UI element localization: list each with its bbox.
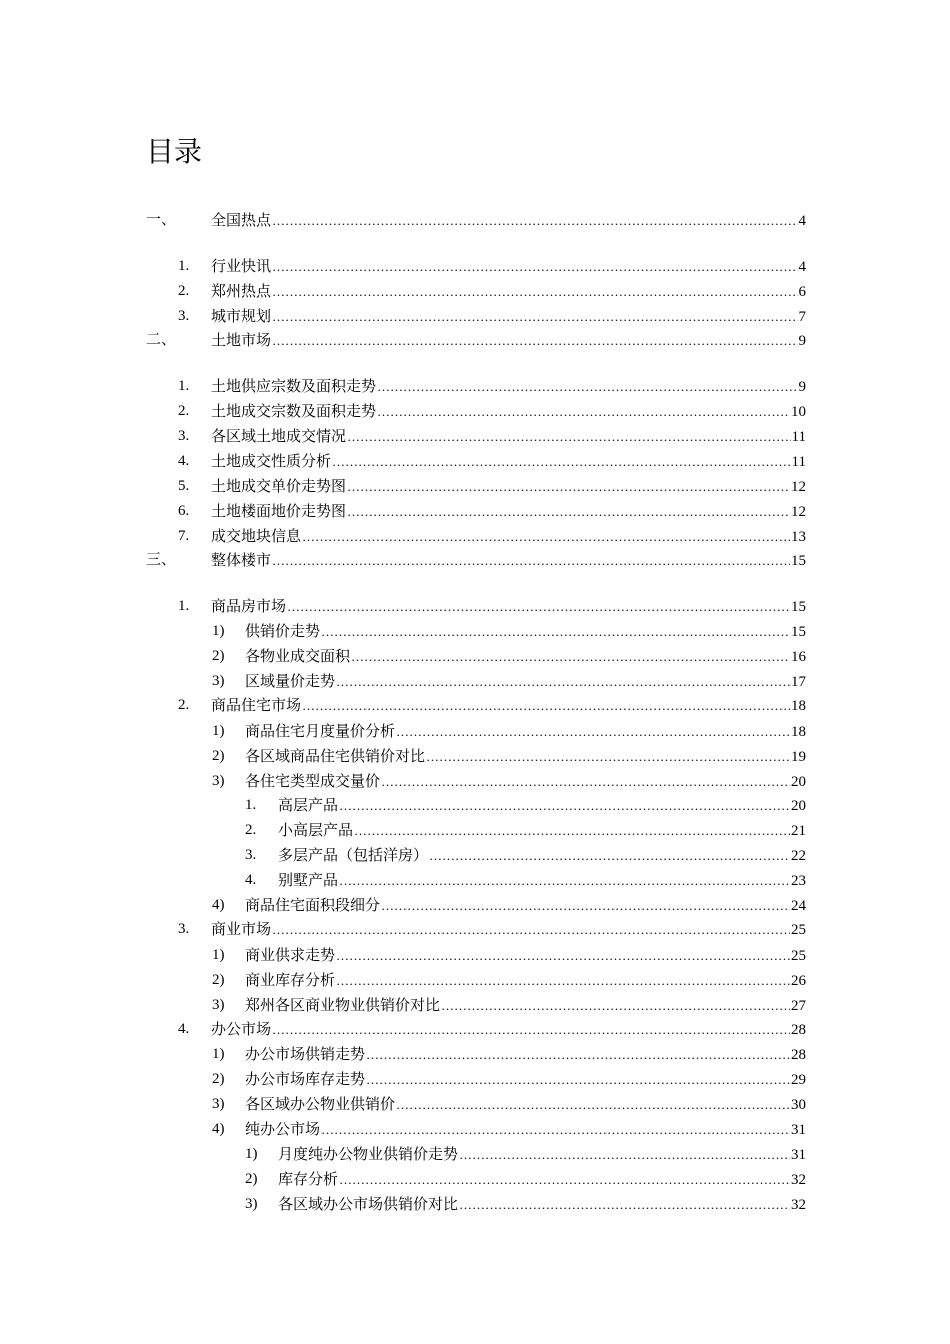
- toc-entry-number: 1): [212, 623, 225, 639]
- toc-entry-label: 办公市场库存走势: [245, 1070, 366, 1088]
- toc-entry[interactable]: [178, 525, 806, 547]
- toc-entry-number: 一、: [146, 212, 177, 228]
- toc-entry-label: 小高层产品: [278, 821, 354, 839]
- dot-leader: [272, 330, 797, 352]
- toc-entry-label: 区域量价走势: [245, 672, 336, 690]
- dot-leader: [381, 771, 790, 793]
- toc-entry-page-number: 16: [791, 649, 806, 665]
- toc-entry-label: 全国热点: [211, 211, 272, 229]
- toc-entry-page-number: 32: [791, 1172, 806, 1188]
- toc-entry-page-number: 12: [791, 479, 806, 495]
- toc-entry[interactable]: [212, 1043, 806, 1065]
- dot-leader: [351, 646, 790, 668]
- toc-entry-page-number: 22: [791, 848, 806, 864]
- toc-entry-number: 1.: [178, 598, 190, 614]
- dot-leader: [459, 1194, 790, 1216]
- toc-entry-page-number: 9: [798, 333, 806, 349]
- toc-entry-number: 3.: [245, 847, 257, 863]
- toc-entry[interactable]: [178, 255, 806, 277]
- toc-entry-page-number: 13: [791, 529, 806, 545]
- dot-leader: [302, 695, 790, 717]
- toc-entry-label: 土地成交单价走势图: [211, 477, 347, 495]
- dot-leader: [272, 281, 797, 303]
- toc-entry-page-number: 18: [791, 698, 806, 714]
- toc-entry[interactable]: [178, 280, 806, 302]
- toc-entry-number: 1.: [245, 797, 257, 813]
- toc-entry-page-number: 20: [791, 798, 806, 814]
- toc-entry[interactable]: [146, 549, 806, 571]
- dot-leader: [354, 820, 790, 842]
- toc-entry-number: 1): [212, 947, 225, 963]
- dot-leader: [381, 895, 790, 917]
- toc-entry-number: 1): [212, 1046, 225, 1062]
- toc-entry-label: 整体楼市: [211, 551, 272, 569]
- toc-entry-page-number: 23: [791, 873, 806, 889]
- toc-entry-number: 3): [212, 1096, 225, 1112]
- toc-entry[interactable]: [212, 720, 806, 742]
- toc-entry-page-number: 28: [791, 1047, 806, 1063]
- toc-entry-label: 城市规划: [211, 307, 272, 325]
- dot-leader: [429, 845, 790, 867]
- toc-entry-page-number: 27: [791, 998, 806, 1014]
- dot-leader: [272, 1019, 790, 1041]
- toc-entry-page-number: 24: [791, 898, 806, 914]
- toc-entry-number: 3): [212, 773, 225, 789]
- toc-entry-label: 多层产品（包括洋房）: [278, 846, 429, 864]
- toc-entry-number: 6.: [178, 503, 190, 519]
- toc-entry-page-number: 18: [791, 724, 806, 740]
- dot-leader: [272, 210, 797, 232]
- dot-leader: [441, 995, 790, 1017]
- toc-entry-label: 商品住宅市场: [211, 696, 302, 714]
- toc-entry-label: 别墅产品: [278, 871, 339, 889]
- toc-entry-number: 3.: [178, 428, 190, 444]
- dot-leader: [347, 476, 790, 498]
- toc-entry[interactable]: [212, 1118, 806, 1140]
- toc-entry[interactable]: [212, 670, 806, 692]
- toc-entry-page-number: 26: [791, 973, 806, 989]
- toc-entry-number: 三、: [146, 552, 177, 568]
- toc-entry-label: 供销价走势: [245, 622, 321, 640]
- toc-entry-page-number: 20: [791, 774, 806, 790]
- dot-leader: [321, 621, 790, 643]
- toc-entry-number: 3.: [178, 308, 190, 324]
- toc-entry-number: 2.: [178, 283, 190, 299]
- toc-entry[interactable]: [212, 620, 806, 642]
- toc-entry-label: 商品住宅面积段细分: [245, 896, 381, 914]
- toc-entry-label: 各住宅类型成交量价: [245, 772, 381, 790]
- toc-entry-number: 1.: [178, 378, 190, 394]
- toc-entry-number: 3): [212, 997, 225, 1013]
- toc-entry[interactable]: [178, 500, 806, 522]
- toc-entry[interactable]: [245, 1193, 806, 1215]
- toc-entry-number: 4.: [245, 872, 257, 888]
- dot-leader: [377, 376, 797, 398]
- toc-entry-label: 行业快讯: [211, 257, 272, 275]
- toc-entry-number: 2.: [178, 403, 190, 419]
- toc-entry-page-number: 17: [791, 674, 806, 690]
- toc-entry-number: 4.: [178, 453, 190, 469]
- toc-entry-number: 4): [212, 1121, 225, 1137]
- toc-entry-page-number: 31: [791, 1147, 806, 1163]
- toc-entry-page-number: 4: [798, 213, 806, 229]
- toc-entry-label: 各区域办公物业供销价: [245, 1095, 396, 1113]
- toc-entry[interactable]: [178, 450, 806, 472]
- toc-entry[interactable]: [178, 918, 806, 940]
- toc-entry-label: 办公市场: [211, 1020, 272, 1038]
- dot-leader: [321, 1119, 790, 1141]
- dot-leader: [366, 1069, 790, 1091]
- dot-leader: [459, 1144, 790, 1166]
- toc-entry[interactable]: [178, 475, 806, 497]
- toc-entry[interactable]: [245, 819, 806, 841]
- toc-entry-number: 4.: [178, 1021, 190, 1037]
- toc-entry[interactable]: [212, 994, 806, 1016]
- toc-entry-number: 1.: [178, 258, 190, 274]
- toc-entry-page-number: 11: [791, 429, 806, 445]
- toc-entry[interactable]: [178, 400, 806, 422]
- toc-entry[interactable]: [178, 694, 806, 716]
- toc-entry[interactable]: [212, 770, 806, 792]
- dot-leader: [332, 451, 791, 473]
- toc-entry[interactable]: [212, 969, 806, 991]
- toc-entry-page-number: 10: [791, 404, 806, 420]
- page-title: 目录: [146, 135, 203, 168]
- toc-entry[interactable]: [146, 329, 806, 351]
- toc-entry-label: 各物业成交面积: [245, 647, 351, 665]
- toc-entry-label: 郑州热点: [211, 282, 272, 300]
- toc-entry-page-number: 11: [791, 454, 806, 470]
- toc-entry-page-number: 15: [791, 553, 806, 569]
- toc-entry[interactable]: [178, 1018, 806, 1040]
- toc-entry-page-number: 25: [791, 948, 806, 964]
- toc-entry-number: 2): [212, 1071, 225, 1087]
- toc-entry-number: 2): [245, 1171, 258, 1187]
- dot-leader: [396, 1094, 790, 1116]
- toc-entry-number: 4): [212, 897, 225, 913]
- dot-leader: [287, 596, 790, 618]
- toc-entry-number: 2.: [245, 822, 257, 838]
- toc-entry-page-number: 6: [798, 284, 806, 300]
- toc-entry[interactable]: [178, 375, 806, 397]
- dot-leader: [396, 721, 790, 743]
- toc-entry-label: 高层产品: [278, 796, 339, 814]
- dot-leader: [426, 746, 790, 768]
- dot-leader: [377, 401, 790, 423]
- toc-entry-number: 2): [212, 748, 225, 764]
- toc-entry-number: 7.: [178, 528, 190, 544]
- toc-entry-label: 各区域办公市场供销价对比: [278, 1195, 459, 1213]
- toc-entry-label: 土地供应宗数及面积走势: [211, 377, 377, 395]
- toc-entry[interactable]: [245, 869, 806, 891]
- dot-leader: [272, 256, 797, 278]
- toc-entry-number: 1): [245, 1146, 258, 1162]
- dot-leader: [366, 1044, 790, 1066]
- toc-entry-page-number: 12: [791, 504, 806, 520]
- toc-entry-number: 2): [212, 648, 225, 664]
- toc-entry-label: 商品住宅月度量价分析: [245, 722, 396, 740]
- toc-entry-page-number: 21: [791, 823, 806, 839]
- toc-entry-label: 月度纯办公物业供销价走势: [278, 1145, 459, 1163]
- toc-entry-page-number: 32: [791, 1197, 806, 1213]
- toc-entry-label: 土地市场: [211, 331, 272, 349]
- toc-entry-label: 土地楼面地价走势图: [211, 502, 347, 520]
- toc-entry-page-number: 15: [791, 599, 806, 615]
- toc-entry-page-number: 4: [798, 259, 806, 275]
- toc-entry-page-number: 28: [791, 1022, 806, 1038]
- toc-entry[interactable]: [245, 794, 806, 816]
- dot-leader: [272, 306, 797, 328]
- toc-entry-number: 5.: [178, 478, 190, 494]
- toc-entry-label: 纯办公市场: [245, 1120, 321, 1138]
- dot-leader: [339, 1169, 790, 1191]
- toc-entry-label: 成交地块信息: [211, 527, 302, 545]
- toc-entry-label: 商品房市场: [211, 597, 287, 615]
- toc-entry[interactable]: [178, 425, 806, 447]
- toc-entry-page-number: 9: [798, 379, 806, 395]
- toc-entry-page-number: 15: [791, 624, 806, 640]
- toc-entry-number: 2.: [178, 697, 190, 713]
- dot-leader: [272, 550, 790, 572]
- toc-entry-number: 3.: [178, 921, 190, 937]
- toc-entry-label: 商业供求走势: [245, 946, 336, 964]
- toc-entry[interactable]: [245, 844, 806, 866]
- dot-leader: [336, 970, 790, 992]
- dot-leader: [336, 945, 790, 967]
- toc-entry-label: 各区域土地成交情况: [211, 427, 347, 445]
- toc-entry-label: 土地成交性质分析: [211, 452, 332, 470]
- toc-entry-number: 3): [212, 673, 225, 689]
- toc-entry-label: 办公市场供销走势: [245, 1045, 366, 1063]
- dot-leader: [272, 919, 790, 941]
- dot-leader: [302, 526, 790, 548]
- toc-entry-label: 库存分析: [278, 1170, 339, 1188]
- toc-entry-label: 商业市场: [211, 920, 272, 938]
- toc-entry[interactable]: [212, 1093, 806, 1115]
- toc-entry[interactable]: [178, 305, 806, 327]
- toc-entry-page-number: 7: [798, 309, 806, 325]
- toc-entry[interactable]: [212, 1068, 806, 1090]
- dot-leader: [347, 501, 790, 523]
- toc-entry-number: 2): [212, 972, 225, 988]
- toc-entry-page-number: 29: [791, 1072, 806, 1088]
- toc-entry[interactable]: [212, 745, 806, 767]
- toc-entry-label: 土地成交宗数及面积走势: [211, 402, 377, 420]
- toc-entry[interactable]: [212, 894, 806, 916]
- toc-entry-label: 商业库存分析: [245, 971, 336, 989]
- dot-leader: [339, 795, 790, 817]
- toc-entry[interactable]: [212, 944, 806, 966]
- toc-entry-number: 3): [245, 1196, 258, 1212]
- toc-entry-label: 各区域商品住宅供销价对比: [245, 747, 426, 765]
- dot-leader: [347, 426, 791, 448]
- toc-entry-number: 1): [212, 723, 225, 739]
- toc-entry[interactable]: [146, 209, 806, 231]
- toc-entry[interactable]: [245, 1143, 806, 1165]
- toc-entry-number: 二、: [146, 332, 177, 348]
- toc-entry[interactable]: [212, 645, 806, 667]
- toc-entry-page-number: 19: [791, 749, 806, 765]
- toc-entry-label: 郑州各区商业物业供销价对比: [245, 996, 441, 1014]
- toc-entry-page-number: 30: [791, 1097, 806, 1113]
- toc-entry-page-number: 25: [791, 922, 806, 938]
- toc-entry[interactable]: [178, 595, 806, 617]
- toc-entry-page-number: 31: [791, 1122, 806, 1138]
- toc-entry[interactable]: [245, 1168, 806, 1190]
- dot-leader: [339, 870, 790, 892]
- dot-leader: [336, 671, 790, 693]
